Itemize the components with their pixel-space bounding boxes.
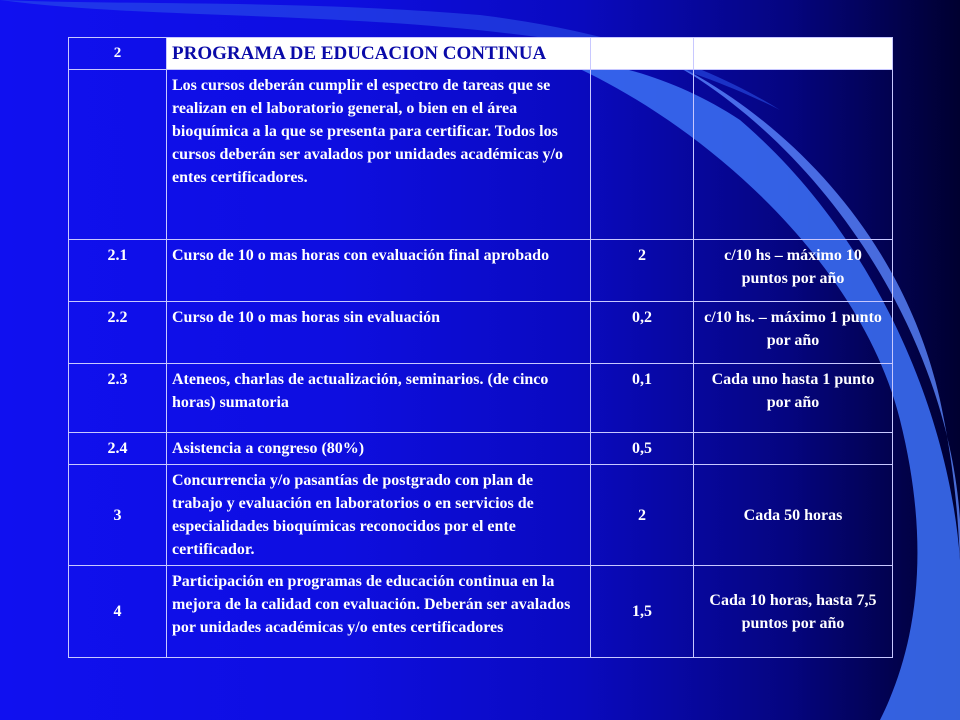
header-empty-cell (694, 38, 893, 70)
intro-empty-cell (694, 70, 893, 240)
section-title: PROGRAMA DE EDUCACION CONTINUA (167, 38, 591, 70)
row-points: 2 (591, 465, 694, 566)
row-note: c/10 hs. – máximo 1 punto por año (694, 302, 893, 364)
row-note: Cada 10 horas, hasta 7,5 puntos por año (694, 566, 893, 658)
table-row (69, 566, 893, 658)
table-row (69, 240, 893, 302)
row-note: Cada uno hasta 1 punto por año (694, 364, 893, 433)
intro-text: Los cursos deberán cumplir el espectro de tareas que se realizan en el laboratorio general, o bien en el área bioquímica a la que se presenta para certificar. Todos los cursos deberán ser avalados por unidades académicas y/o entes certificadores. (167, 70, 591, 240)
table-row (69, 433, 893, 465)
intro-empty-cell (69, 70, 167, 240)
row-description: Curso de 10 o mas horas con evaluación final aprobado (167, 240, 591, 302)
intro-row (69, 70, 893, 240)
row-note: c/10 hs – máximo 10 puntos por año (694, 240, 893, 302)
table-row (69, 465, 893, 566)
row-description: Ateneos, charlas de actualización, seminarios. (de cinco horas) sumatoria (167, 364, 591, 433)
row-description: Concurrencia y/o pasantías de postgrado con plan de trabajo y evaluación en laboratorios o en servicios de especialidades bioquímicas reconocidos por el ente certificador. (167, 465, 591, 566)
row-number: 2.3 (69, 364, 167, 433)
row-points: 1,5 (591, 566, 694, 658)
row-number: 4 (69, 566, 167, 658)
row-number: 2.1 (69, 240, 167, 302)
row-points: 0,1 (591, 364, 694, 433)
table-row (69, 302, 893, 364)
intro-empty-cell (591, 70, 694, 240)
row-description: Asistencia a congreso (80%) (167, 433, 591, 465)
row-description: Curso de 10 o mas horas sin evaluación (167, 302, 591, 364)
table-header-row (69, 38, 893, 70)
header-empty-cell (591, 38, 694, 70)
table-row (69, 364, 893, 433)
row-note (694, 433, 893, 465)
row-number: 2.2 (69, 302, 167, 364)
row-points: 0,5 (591, 433, 694, 465)
row-points: 2 (591, 240, 694, 302)
row-number: 3 (69, 465, 167, 566)
row-number: 2.4 (69, 433, 167, 465)
section-number: 2 (69, 38, 167, 70)
education-program-table (68, 37, 893, 658)
row-description: Participación en programas de educación continua en la mejora de la calidad con evaluación. Deberán ser avalados por unidades académicas y/o entes certificadores (167, 566, 591, 658)
row-points: 0,2 (591, 302, 694, 364)
row-note: Cada 50 horas (694, 465, 893, 566)
